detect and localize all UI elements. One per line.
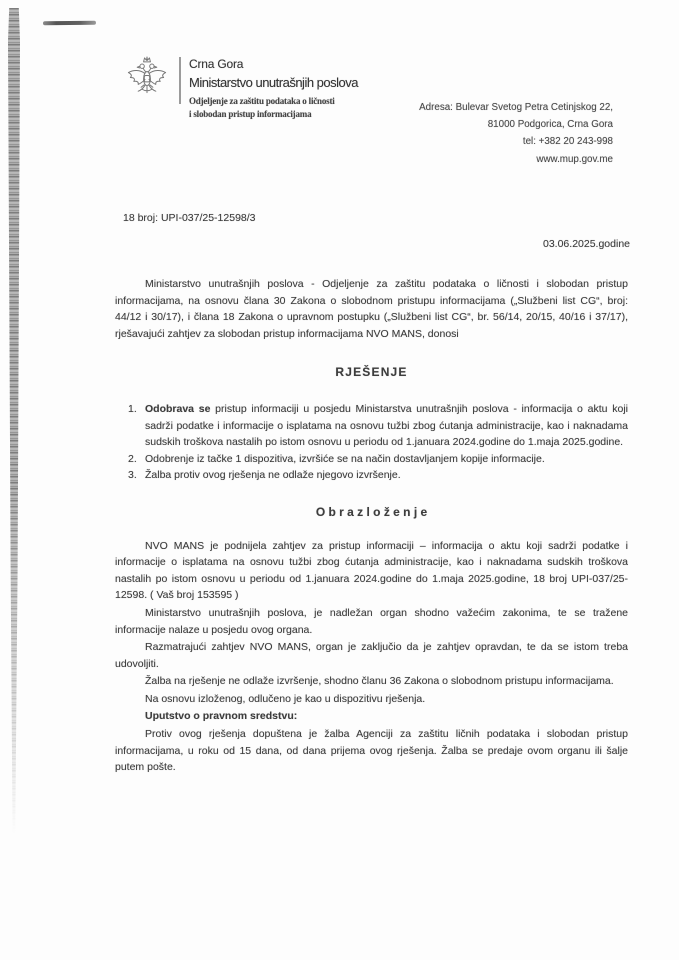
explanation-paragraph-1: NVO MANS je podnijela zahtjev za pristup informaciji – informacija o aktu koji sadrži podatke i informacije o isplatama na osnovu tužbi zbog ćutanja administracije, kao i naknadama sudskih troškova nastalih po istom osnovu u periodu od 1.januara 2024.godine do 1.maja 2025.godine, 18 broj UPI-037/25-12598. ( Vaš broj 153595 ) (115, 539, 628, 602)
explanation-paragraph-4: Žalba na rješenje ne odlaže izvršenje, shodno članu 36 Zakona o slobodnom pristupu informacijama. (145, 675, 614, 688)
final-paragraph: Protiv ovog rješenja dopuštena je žalba Agenciji za zaštitu ličnih podataka i slobodan pristup informacijama, u roku od 15 dana, od dana prijema ovog rješenja. Žalba se predaje ovom organu ili šalje putem pošte. (115, 728, 628, 774)
decision-item (115, 451, 628, 468)
country-name: Crna Gora (189, 57, 244, 71)
department-name (189, 95, 335, 120)
decision-item (115, 467, 628, 484)
document-body (115, 276, 628, 777)
address-line-1: Adresa: Bulevar Svetog Petra Cetinjskog 22, (419, 102, 613, 113)
decision-item (115, 401, 628, 451)
item-text: pristup informaciji u posjedu Ministarstva unutrašnjih poslova - informacija o aktu koji sadrži podatke i informacije o isplatama na osnovu tužbi zbog ćutanja administracije, kao i naknadama sudskih troškova nastalih po istom osnovu u periodu od 1.januara 2024.godine do 1.maja 2025.godine. (145, 402, 628, 449)
decision-list (115, 401, 628, 484)
address-line-2: 81000 Podgorica, Crna Gora (487, 119, 613, 131)
department-line-2: i slobodan pristup informacijama (189, 108, 312, 119)
item-text: Žalba protiv ovog rješenja ne odlaže njegovo izvršenje. (145, 469, 401, 482)
explanation-paragraph-3: Razmatrajući zahtjev NVO MANS, organ je zaključio da je zahtjev opravdan, te da se istom treba udovoljiti. (115, 641, 628, 670)
address-line-3: tel: +382 20 243-998 (522, 136, 613, 148)
explanation-section (115, 538, 628, 776)
item-number: 2. (128, 452, 137, 465)
item-text: Odobrenje iz tačke 1 dispozitiva, izvršiće se na način dostavljanjem kopije informacije. (145, 452, 545, 465)
decision-title: RJEŠENJE (335, 365, 408, 380)
explanation-paragraph-2: Ministarstvo unutrašnjih poslova, je nadležan organ shodno važećim zakonima, te se tražene informacije nalaze u posjedu ovog organa. (115, 606, 628, 636)
legal-remedy-heading: Uputstvo o pravnom sredstvu: (145, 710, 298, 723)
document-number: 18 broj: UPI-037/25-12598/3 (123, 212, 256, 224)
montenegro-coat-of-arms-icon (123, 54, 171, 101)
explanation-title: O b r a z l o ž e n j e (315, 504, 428, 519)
item-lead: Odobrava se (145, 402, 211, 415)
address-line-4: www.mup.gov.me (536, 153, 613, 165)
scan-smudge-artifact (43, 21, 96, 26)
letterhead-divider (179, 57, 181, 104)
explanation-paragraph-5: Na osnovu izloženog, odlučeno je kao u dispozitivu rješenja. (145, 692, 426, 705)
document-date: 03.06.2025.godine (543, 238, 630, 250)
ministry-name: Ministarstvo unutrašnjih poslova (189, 75, 358, 90)
intro-paragraph: Ministarstvo unutrašnjih poslova - Odjeljenje za zaštitu podataka o ličnosti i slobodan pristup informacijama, na osnovu člana 30 Zakona o slobodnom pristupu informacijama („Službeni list CG“, broj: 44/12 i 30/17), i člana 18 Zakona o upravnom postupku („Službeni list CG“, br. 56/14, 20/15, 40/16 i 37/17), rješavajući zahtjev za slobodan pristup informacijama NVO MANS, donosi (115, 278, 628, 340)
binding-edge-artifact (8, 8, 20, 834)
item-number: 3. (128, 469, 137, 482)
department-line-1: Odjeljenje za zaštitu podataka o ličnosti (189, 96, 335, 106)
item-number: 1. (128, 402, 137, 415)
address-block (419, 99, 613, 168)
